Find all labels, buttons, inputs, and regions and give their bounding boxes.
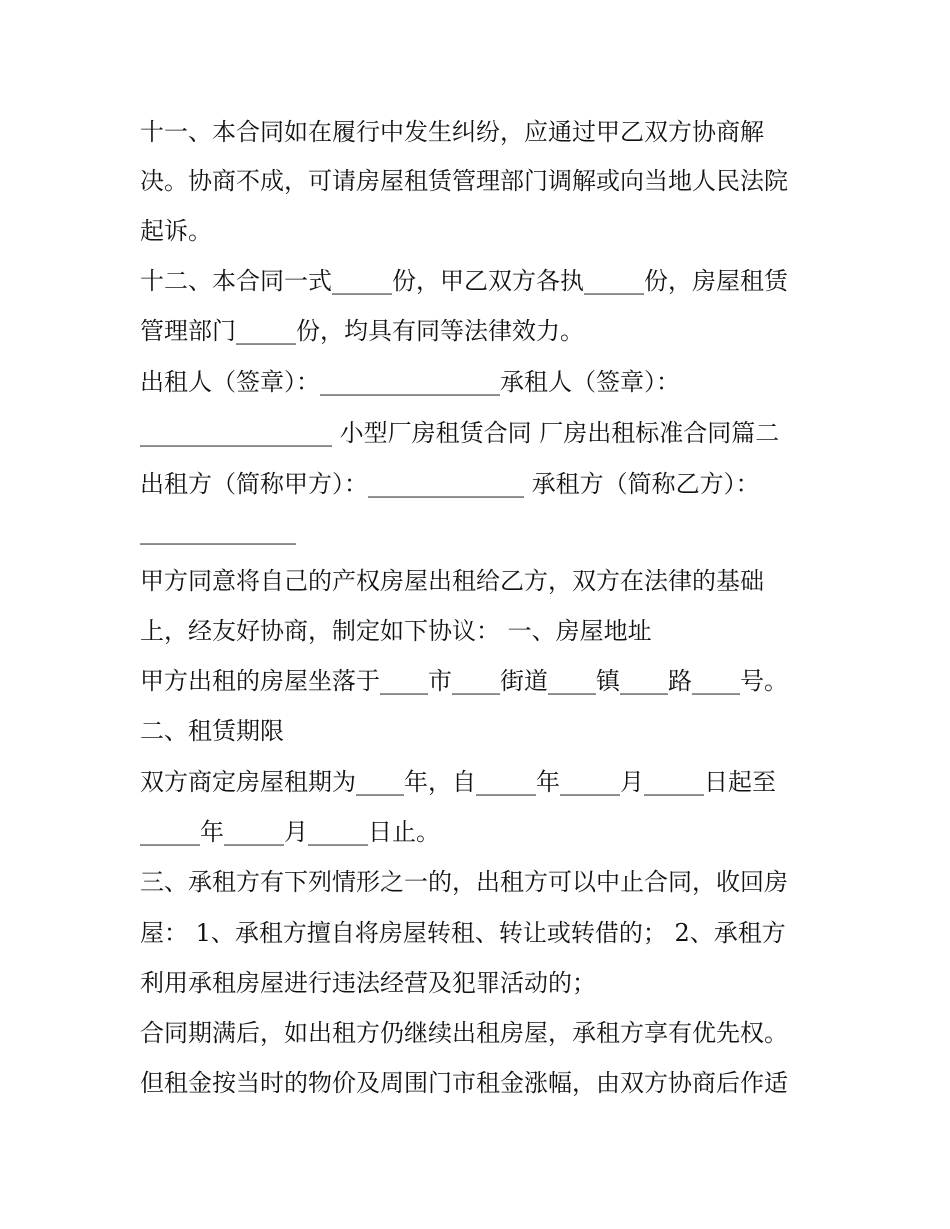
renewal-line-2: 但租金按当时的物价及周围门市租金涨幅，由双方协商后作适	[140, 1069, 788, 1097]
lease-term-heading: 二、租赁期限	[140, 717, 284, 745]
intro-line-2: 上，经友好协商，制定如下协议： 一、房屋地址	[140, 617, 652, 645]
intro-line-1: 甲方同意将自己的产权房屋出租给乙方，双方在法律的基础	[140, 567, 764, 595]
clause-11-line-3: 起诉。	[140, 217, 212, 245]
clause-11-line-1: 十一、本合同如在履行中发生纠纷，应通过甲乙双方协商解	[140, 118, 764, 146]
lease-term-line-2: _____年_____月_____日止。	[140, 818, 440, 846]
renewal-line-1: 合同期满后，如出租方仍继续出租房屋，承租方享有优先权。	[140, 1019, 788, 1047]
lease-term-line-1: 双方商定房屋租期为____年，自_____年_____月_____日起至	[140, 768, 776, 796]
clause-11-line-2: 决。协商不成，可请房屋租赁管理部门调解或向当地人民法院	[140, 167, 788, 195]
parties-line: 出租方（简称甲方）：_____________ 承租方（简称乙方）：	[140, 470, 760, 498]
clause-3-line-2: 屋： 1、承租方擅自将房屋转租、转让或转借的； 2、承租方	[140, 919, 786, 947]
clause-3-line-3: 利用承租房屋进行违法经营及犯罪活动的；	[140, 969, 596, 997]
clause-12-line-1: 十二、本合同一式_____份，甲乙双方各执_____份，房屋租赁	[140, 267, 788, 295]
clause-3-line-1: 三、承租方有下列情形之一的，出租方可以中止合同，收回房	[140, 868, 788, 896]
section-two-title-line: ________________ 小型厂房租赁合同 厂房出租标准合同篇二	[140, 419, 780, 447]
parties-blank-line: _____________	[140, 517, 296, 545]
signature-line: 出租人（签章）：_______________承租人（签章）：	[140, 368, 680, 396]
clause-12-line-2: 管理部门_____份，均具有同等法律效力。	[140, 317, 584, 345]
address-line: 甲方出租的房屋坐落于____市____街道____镇____路____号。	[140, 667, 788, 695]
